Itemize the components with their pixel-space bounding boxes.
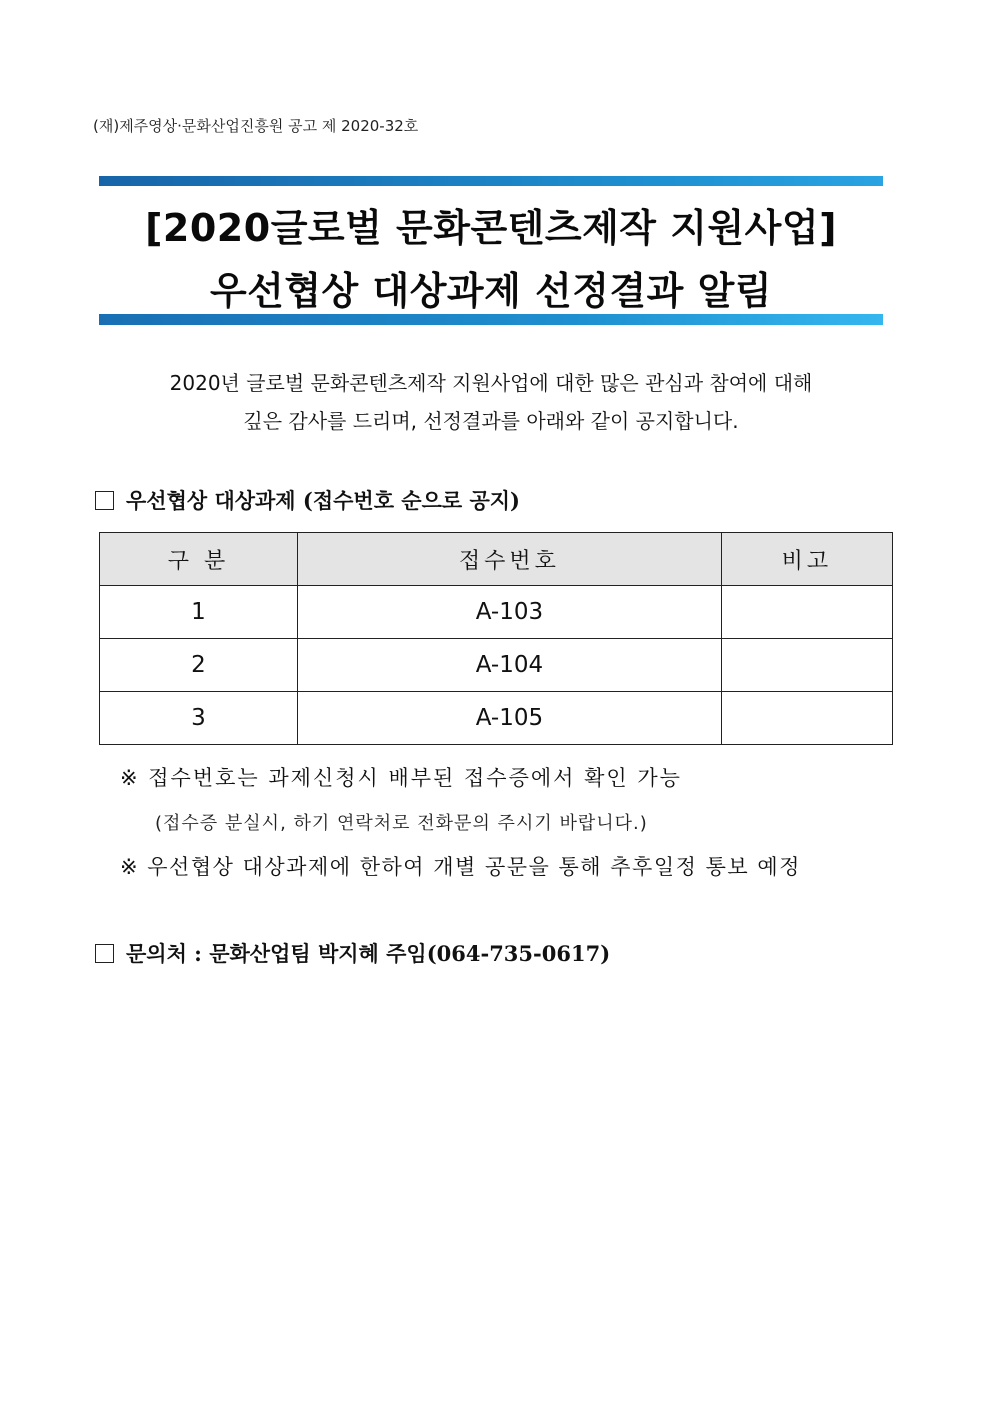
column-header-remark: 비고 [721, 533, 892, 586]
cell-category: 3 [100, 692, 298, 745]
table-row [100, 639, 893, 692]
intro-line2: 깊은 감사를 드리며, 선정결과를 아래와 같이 공지합니다. [243, 409, 739, 433]
cell-receipt-number: A-103 [298, 586, 722, 639]
cell-remark [721, 586, 892, 639]
table-row [100, 586, 893, 639]
title-top-bar [99, 176, 883, 186]
note-receipt-lost: (접수증 분실시, 하기 연락처로 전화문의 주시기 바랍니다.) [155, 813, 648, 834]
note-schedule-notice: ※ 우선협상 대상과제에 한하여 개별 공문을 통해 추후일정 통보 예정 [120, 855, 801, 879]
note-receipt-check: ※ 접수번호는 과제신청시 배부된 접수증에서 확인 가능 [120, 766, 682, 790]
intro-line1: 2020년 글로벌 문화콘텐츠제작 지원사업에 대한 많은 관심과 참여에 대해 [169, 371, 813, 395]
checkbox-square-icon [95, 944, 114, 963]
cell-receipt-number: A-105 [298, 692, 722, 745]
cell-category: 1 [100, 586, 298, 639]
section-results-heading [95, 485, 520, 515]
column-header-category: 구 분 [100, 533, 298, 586]
section-results-label: 우선협상 대상과제 (접수번호 순으로 공지) [126, 488, 520, 513]
notice-number: (재)제주영상·문화산업진흥원 공고 제 2020-32호 [93, 117, 419, 135]
checkbox-square-icon [95, 491, 114, 510]
column-header-receipt-number: 접수번호 [298, 533, 722, 586]
contact-label: 문의처 : 문화산업팀 박지혜 주임(064-735-0617) [126, 941, 611, 966]
table-header-row [100, 533, 893, 586]
page-title-line1: [2020글로벌 문화콘텐츠제작 지원사업] [145, 206, 837, 250]
section-contact-heading [95, 938, 610, 968]
cell-remark [721, 692, 892, 745]
page-title-line2: 우선협상 대상과제 선정결과 알림 [209, 269, 773, 313]
table-row [100, 692, 893, 745]
cell-receipt-number: A-104 [298, 639, 722, 692]
title-bottom-bar [99, 314, 883, 325]
results-table [99, 532, 893, 745]
cell-remark [721, 639, 892, 692]
cell-category: 2 [100, 639, 298, 692]
